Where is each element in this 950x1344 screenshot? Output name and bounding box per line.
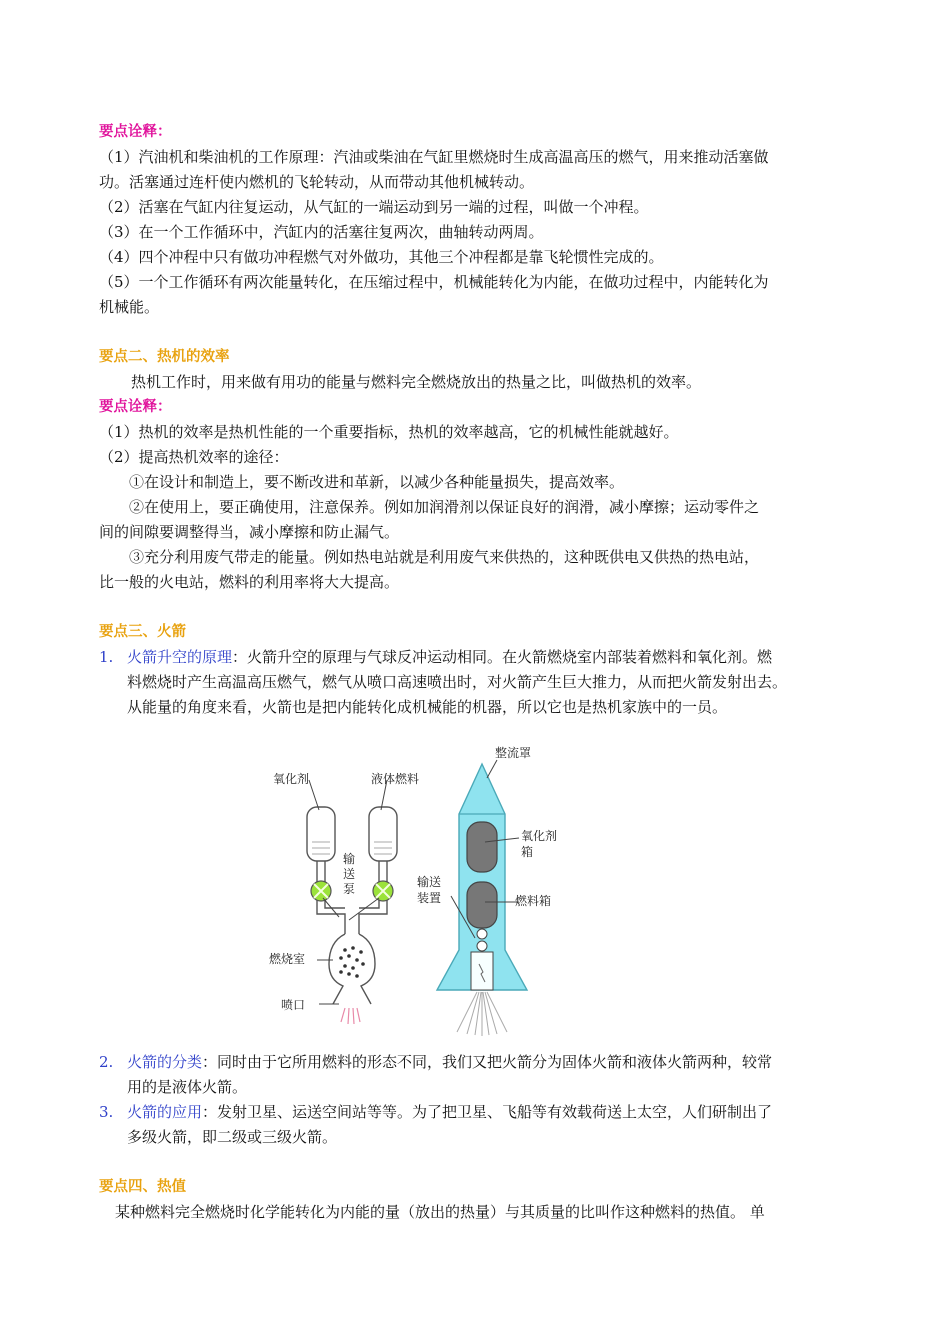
efficiency-way: ①在设计和制造上，要不断改进和革新，以减少各种能量损失，提高效率。 xyxy=(129,473,625,491)
label-nozzle: 喷口 xyxy=(281,998,306,1012)
section-title-rocket: 要点三、火箭 xyxy=(99,624,186,640)
label-fuel-tank: 燃料箱 xyxy=(515,894,552,908)
efficiency-definition: 热机工作时，用来做有用功的能量与燃料完全燃烧放出的热量之比，叫做热机的效率。 xyxy=(131,373,702,391)
item-label: 火箭的应用 xyxy=(127,1103,203,1121)
note-item: 机械能。 xyxy=(99,298,160,316)
rocket-item-3-cont: 多级火箭，即二级或三级火箭。 xyxy=(127,1128,338,1146)
label-pump: 输送泵 xyxy=(343,852,356,896)
note-heading: 要点诠释： xyxy=(99,124,172,140)
rocket-item-1-cont: 从能量的角度来看，火箭也是把内能转化成机械能的机器，所以它也是热机家族中的一员。 xyxy=(127,698,728,716)
rocket-body xyxy=(437,764,527,990)
note-item: 功。活塞通过连杆使内燃机的飞轮转动，从而带动其他机械转动。 xyxy=(99,173,535,191)
label-oxidizer-tank: 氧化剂箱 xyxy=(521,829,558,859)
document-page xyxy=(99,120,859,1225)
rocket-diagram xyxy=(257,742,557,1042)
section-title-efficiency: 要点二、热机的效率 xyxy=(99,349,230,365)
note-item: （5）一个工作循环有两次能量转化，在压缩过程中，机械能转化为内能，在做功过程中，内能转化为 xyxy=(99,273,769,291)
efficiency-way-cont: 间的间隙要调整得当，减小摩擦和防止漏气。 xyxy=(99,523,400,541)
item-text: ：发射卫星、运送空间站等等。为了把卫星、飞船等有效载荷送上太空，人们研制出了 xyxy=(202,1103,773,1121)
fuel-tank-shape xyxy=(369,807,397,861)
oxidizer-tank-shape xyxy=(307,807,335,861)
exhaust-lines xyxy=(341,1008,360,1024)
list-number: 2. xyxy=(99,1053,114,1071)
note-item: （3）在一个工作循环中，汽缸内的活塞往复两次，曲轴转动两周。 xyxy=(99,223,544,241)
rocket-item-2-cont: 用的是液体火箭。 xyxy=(127,1078,248,1096)
note-item: （2）活塞在气缸内往复运动，从气缸的一端运动到另一端的过程，叫做一个冲程。 xyxy=(99,198,649,216)
efficiency-way: ②在使用上，要正确使用，注意保养。例如加润滑剂以保证良好的润滑，减小摩擦；运动零件之 xyxy=(129,498,760,516)
note-item: （1）汽油机和柴油机的工作原理：汽油或柴油在气缸里燃烧时生成高温高压的燃气，用来推动活塞做 xyxy=(99,148,769,166)
label-chamber: 燃烧室 xyxy=(269,952,306,966)
rocket-item-1 xyxy=(99,645,859,670)
note-heading: 要点诠释： xyxy=(99,399,172,415)
list-number: 3. xyxy=(99,1103,114,1121)
rocket-item-3 xyxy=(99,1100,859,1125)
rocket-exhaust xyxy=(457,992,507,1036)
list-number: 1. xyxy=(99,648,114,666)
note-item: （1）热机的效率是热机性能的一个重要指标，热机的效率越高，它的机械性能就越好。 xyxy=(99,423,679,441)
item-label: 火箭的分类 xyxy=(127,1053,203,1071)
label-fairing: 整流罩 xyxy=(495,746,532,760)
note-item: （2）提高热机效率的途径： xyxy=(99,448,289,466)
rocket-item-2 xyxy=(99,1050,859,1075)
section-title-heat-value: 要点四、热值 xyxy=(99,1179,186,1195)
combustion-particles xyxy=(339,946,365,978)
item-text: ：火箭升空的原理与气球反冲运动相同。在火箭燃烧室内部装着燃料和氧化剂。燃 xyxy=(232,648,773,666)
label-liquid-fuel: 液体燃料 xyxy=(371,772,420,786)
item-label: 火箭升空的原理 xyxy=(127,648,233,666)
label-oxidizer: 氧化剂 xyxy=(273,772,310,786)
heat-value-definition: 某种燃料完全燃烧时化学能转化为内能的量（放出的热量）与其质量的比叫作这种燃料的热值。 单 xyxy=(115,1203,765,1221)
label-feed-device: 输送装置 xyxy=(417,875,442,905)
rocket-item-1-cont: 料燃烧时产生高温高压燃气，燃气从喷口高速喷出时，对火箭产生巨大推力，从而把火箭发射出去。 xyxy=(127,673,788,691)
efficiency-way: ③充分利用废气带走的能量。例如热电站就是利用废气来供热的，这种既供电又供热的热电站， xyxy=(129,548,760,566)
efficiency-way-cont: 比一般的火电站，燃料的利用率将大大提高。 xyxy=(99,573,400,591)
note-item: （4）四个冲程中只有做功冲程燃气对外做功，其他三个冲程都是靠飞轮惯性完成的。 xyxy=(99,248,664,266)
item-text: ：同时由于它所用燃料的形态不同，我们又把火箭分为固体火箭和液体火箭两种，较常 xyxy=(202,1053,773,1071)
